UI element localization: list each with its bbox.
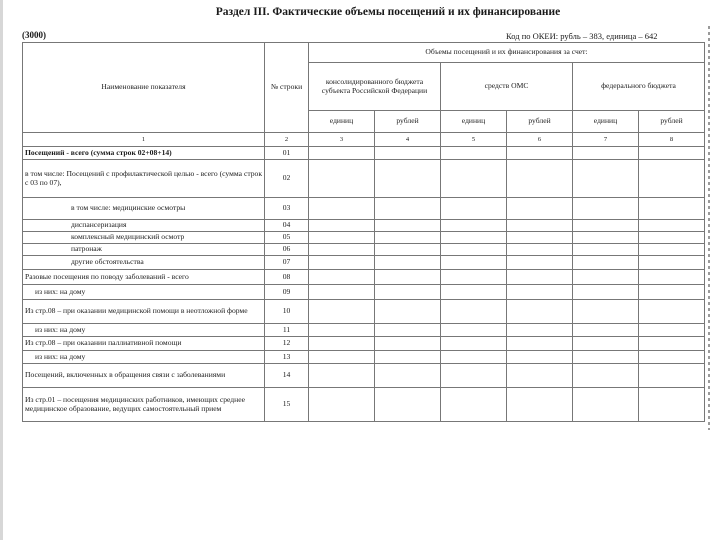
data-cell[interactable] <box>441 256 507 270</box>
data-cell[interactable] <box>573 220 639 232</box>
data-cell[interactable] <box>573 337 639 351</box>
visits-table <box>22 42 705 422</box>
data-cell[interactable] <box>639 198 705 220</box>
data-cell[interactable] <box>507 256 573 270</box>
table-row <box>23 351 705 364</box>
data-cell[interactable] <box>507 220 573 232</box>
column-number: 3 <box>309 133 375 147</box>
data-cell[interactable] <box>309 244 375 256</box>
data-cell[interactable] <box>507 351 573 364</box>
right-dashed-border <box>708 26 710 430</box>
row-code: 11 <box>265 324 309 337</box>
data-cell[interactable] <box>309 351 375 364</box>
data-cell[interactable] <box>375 220 441 232</box>
data-cell[interactable] <box>309 270 375 285</box>
data-cell[interactable] <box>441 244 507 256</box>
row-code: 01 <box>265 147 309 160</box>
data-cell[interactable] <box>573 388 639 422</box>
data-cell[interactable] <box>573 270 639 285</box>
data-cell[interactable] <box>375 147 441 160</box>
data-cell[interactable] <box>309 147 375 160</box>
data-cell[interactable] <box>639 160 705 198</box>
column-number: 8 <box>639 133 705 147</box>
data-cell[interactable] <box>441 198 507 220</box>
data-cell[interactable] <box>375 351 441 364</box>
form-sheet <box>8 0 708 430</box>
data-cell[interactable] <box>441 351 507 364</box>
data-cell[interactable] <box>639 388 705 422</box>
column-number: 5 <box>441 133 507 147</box>
data-cell[interactable] <box>573 364 639 388</box>
row-label: в том числе: Посещений с профилактической целью - всего (сумма строк с 03 по 07), <box>23 160 265 198</box>
data-cell[interactable] <box>441 337 507 351</box>
data-cell[interactable] <box>639 232 705 244</box>
form-code: (3000) <box>22 30 46 40</box>
data-cell[interactable] <box>375 270 441 285</box>
table-row <box>23 244 705 256</box>
data-cell[interactable] <box>375 244 441 256</box>
table-row <box>23 324 705 337</box>
data-cell[interactable] <box>441 147 507 160</box>
data-cell[interactable] <box>309 232 375 244</box>
data-cell[interactable] <box>507 324 573 337</box>
data-cell[interactable] <box>573 198 639 220</box>
table-row <box>23 160 705 198</box>
row-code: 05 <box>265 232 309 244</box>
data-cell[interactable] <box>309 388 375 422</box>
data-cell[interactable] <box>573 244 639 256</box>
data-cell[interactable] <box>375 300 441 324</box>
data-cell[interactable] <box>507 300 573 324</box>
data-cell[interactable] <box>573 160 639 198</box>
data-cell[interactable] <box>639 147 705 160</box>
data-cell[interactable] <box>441 300 507 324</box>
row-code: 06 <box>265 244 309 256</box>
column-number: 6 <box>507 133 573 147</box>
data-cell[interactable] <box>639 300 705 324</box>
row-label: Из стр.08 – при оказании паллиативной помощи <box>23 337 265 351</box>
column-number: 7 <box>573 133 639 147</box>
header-row-no: № строки <box>265 43 309 133</box>
data-cell[interactable] <box>375 256 441 270</box>
row-code: 10 <box>265 300 309 324</box>
table-row <box>23 198 705 220</box>
data-cell[interactable] <box>507 244 573 256</box>
data-cell[interactable] <box>309 160 375 198</box>
data-cell[interactable] <box>639 270 705 285</box>
table-row <box>23 147 705 160</box>
header-source-federal: федерального бюджета <box>573 63 705 111</box>
header-source-oms: средств ОМС <box>441 63 573 111</box>
data-cell[interactable] <box>309 285 375 300</box>
slide-left-edge <box>0 0 3 540</box>
column-number: 1 <box>23 133 265 147</box>
data-cell[interactable] <box>309 324 375 337</box>
data-cell[interactable] <box>375 160 441 198</box>
data-cell[interactable] <box>309 364 375 388</box>
table-row <box>23 285 705 300</box>
row-label: Разовые посещения по поводу заболеваний - всего <box>23 270 265 285</box>
row-label: Посещений - всего (сумма строк 02+08+14) <box>23 147 265 160</box>
table-row <box>23 256 705 270</box>
data-cell[interactable] <box>375 285 441 300</box>
data-cell[interactable] <box>639 324 705 337</box>
table-row <box>23 364 705 388</box>
data-cell[interactable] <box>441 324 507 337</box>
data-cell[interactable] <box>441 160 507 198</box>
data-cell[interactable] <box>639 337 705 351</box>
data-cell[interactable] <box>507 232 573 244</box>
section-title: Раздел III. Фактические объемы посещений и их финансирование <box>215 6 561 18</box>
row-label: Из стр.01 – посещения медицинских работников, имеющих среднее медицинское образование, ведущих самостоятельный прием <box>23 388 265 422</box>
data-cell[interactable] <box>375 232 441 244</box>
data-cell[interactable] <box>309 256 375 270</box>
column-number: 2 <box>265 133 309 147</box>
data-cell[interactable] <box>573 351 639 364</box>
row-code: 07 <box>265 256 309 270</box>
row-label: патронаж <box>23 244 265 256</box>
data-cell[interactable] <box>441 270 507 285</box>
unit-header: единиц <box>441 111 507 133</box>
table-row <box>23 232 705 244</box>
data-cell[interactable] <box>375 388 441 422</box>
row-code: 04 <box>265 220 309 232</box>
data-cell[interactable] <box>639 244 705 256</box>
data-cell[interactable] <box>639 351 705 364</box>
row-label: из них: на дому <box>23 285 265 300</box>
table-row <box>23 388 705 422</box>
data-cell[interactable] <box>573 285 639 300</box>
header-group: Объемы посещений и их финансирования за счет: <box>309 43 705 63</box>
data-cell[interactable] <box>375 198 441 220</box>
data-cell[interactable] <box>507 364 573 388</box>
row-label: Из стр.08 – при оказании медицинской помощи в неотложной форме <box>23 300 265 324</box>
row-code: 15 <box>265 388 309 422</box>
data-cell[interactable] <box>375 324 441 337</box>
row-code: 08 <box>265 270 309 285</box>
row-code: 13 <box>265 351 309 364</box>
data-cell[interactable] <box>639 220 705 232</box>
row-code: 12 <box>265 337 309 351</box>
data-cell[interactable] <box>639 364 705 388</box>
data-cell[interactable] <box>309 220 375 232</box>
unit-header: единиц <box>309 111 375 133</box>
data-cell[interactable] <box>573 324 639 337</box>
row-label: Посещений, включенных в обращения связи с заболеваниями <box>23 364 265 388</box>
data-cell[interactable] <box>573 300 639 324</box>
header-source-regional: консолидированного бюджета субъекта Российской Федерации <box>309 63 441 111</box>
data-cell[interactable] <box>639 256 705 270</box>
data-cell[interactable] <box>441 285 507 300</box>
row-label: из них: на дому <box>23 324 265 337</box>
row-code: 02 <box>265 160 309 198</box>
row-label: в том числе: медицинские осмотры <box>23 198 265 220</box>
header-indicator: Наименование показателя <box>23 43 265 133</box>
data-cell[interactable] <box>507 285 573 300</box>
column-number: 4 <box>375 133 441 147</box>
row-label: комплексный медицинский осмотр <box>23 232 265 244</box>
data-cell[interactable] <box>441 232 507 244</box>
unit-header: рублей <box>639 111 705 133</box>
data-cell[interactable] <box>309 300 375 324</box>
data-cell[interactable] <box>573 256 639 270</box>
data-cell[interactable] <box>507 388 573 422</box>
unit-header: рублей <box>507 111 573 133</box>
data-cell[interactable] <box>309 198 375 220</box>
table-row <box>23 337 705 351</box>
data-cell[interactable] <box>573 232 639 244</box>
row-label: диспансеризация <box>23 220 265 232</box>
unit-header: единиц <box>573 111 639 133</box>
data-cell[interactable] <box>375 337 441 351</box>
row-code: 09 <box>265 285 309 300</box>
data-cell[interactable] <box>573 147 639 160</box>
data-cell[interactable] <box>507 337 573 351</box>
data-cell[interactable] <box>309 337 375 351</box>
data-cell[interactable] <box>375 364 441 388</box>
table-row <box>23 220 705 232</box>
data-cell[interactable] <box>441 388 507 422</box>
row-code: 14 <box>265 364 309 388</box>
unit-header: рублей <box>375 111 441 133</box>
data-cell[interactable] <box>441 364 507 388</box>
data-cell[interactable] <box>639 285 705 300</box>
table-row <box>23 300 705 324</box>
data-cell[interactable] <box>507 270 573 285</box>
data-cell[interactable] <box>507 147 573 160</box>
table-row <box>23 270 705 285</box>
row-label: другие обстоятельства <box>23 256 265 270</box>
data-cell[interactable] <box>507 160 573 198</box>
okei-code: Код по ОКЕИ: рубль – 383, единица – 642 <box>506 31 658 41</box>
row-code: 03 <box>265 198 309 220</box>
row-label: из них: на дому <box>23 351 265 364</box>
data-cell[interactable] <box>441 220 507 232</box>
data-cell[interactable] <box>507 198 573 220</box>
